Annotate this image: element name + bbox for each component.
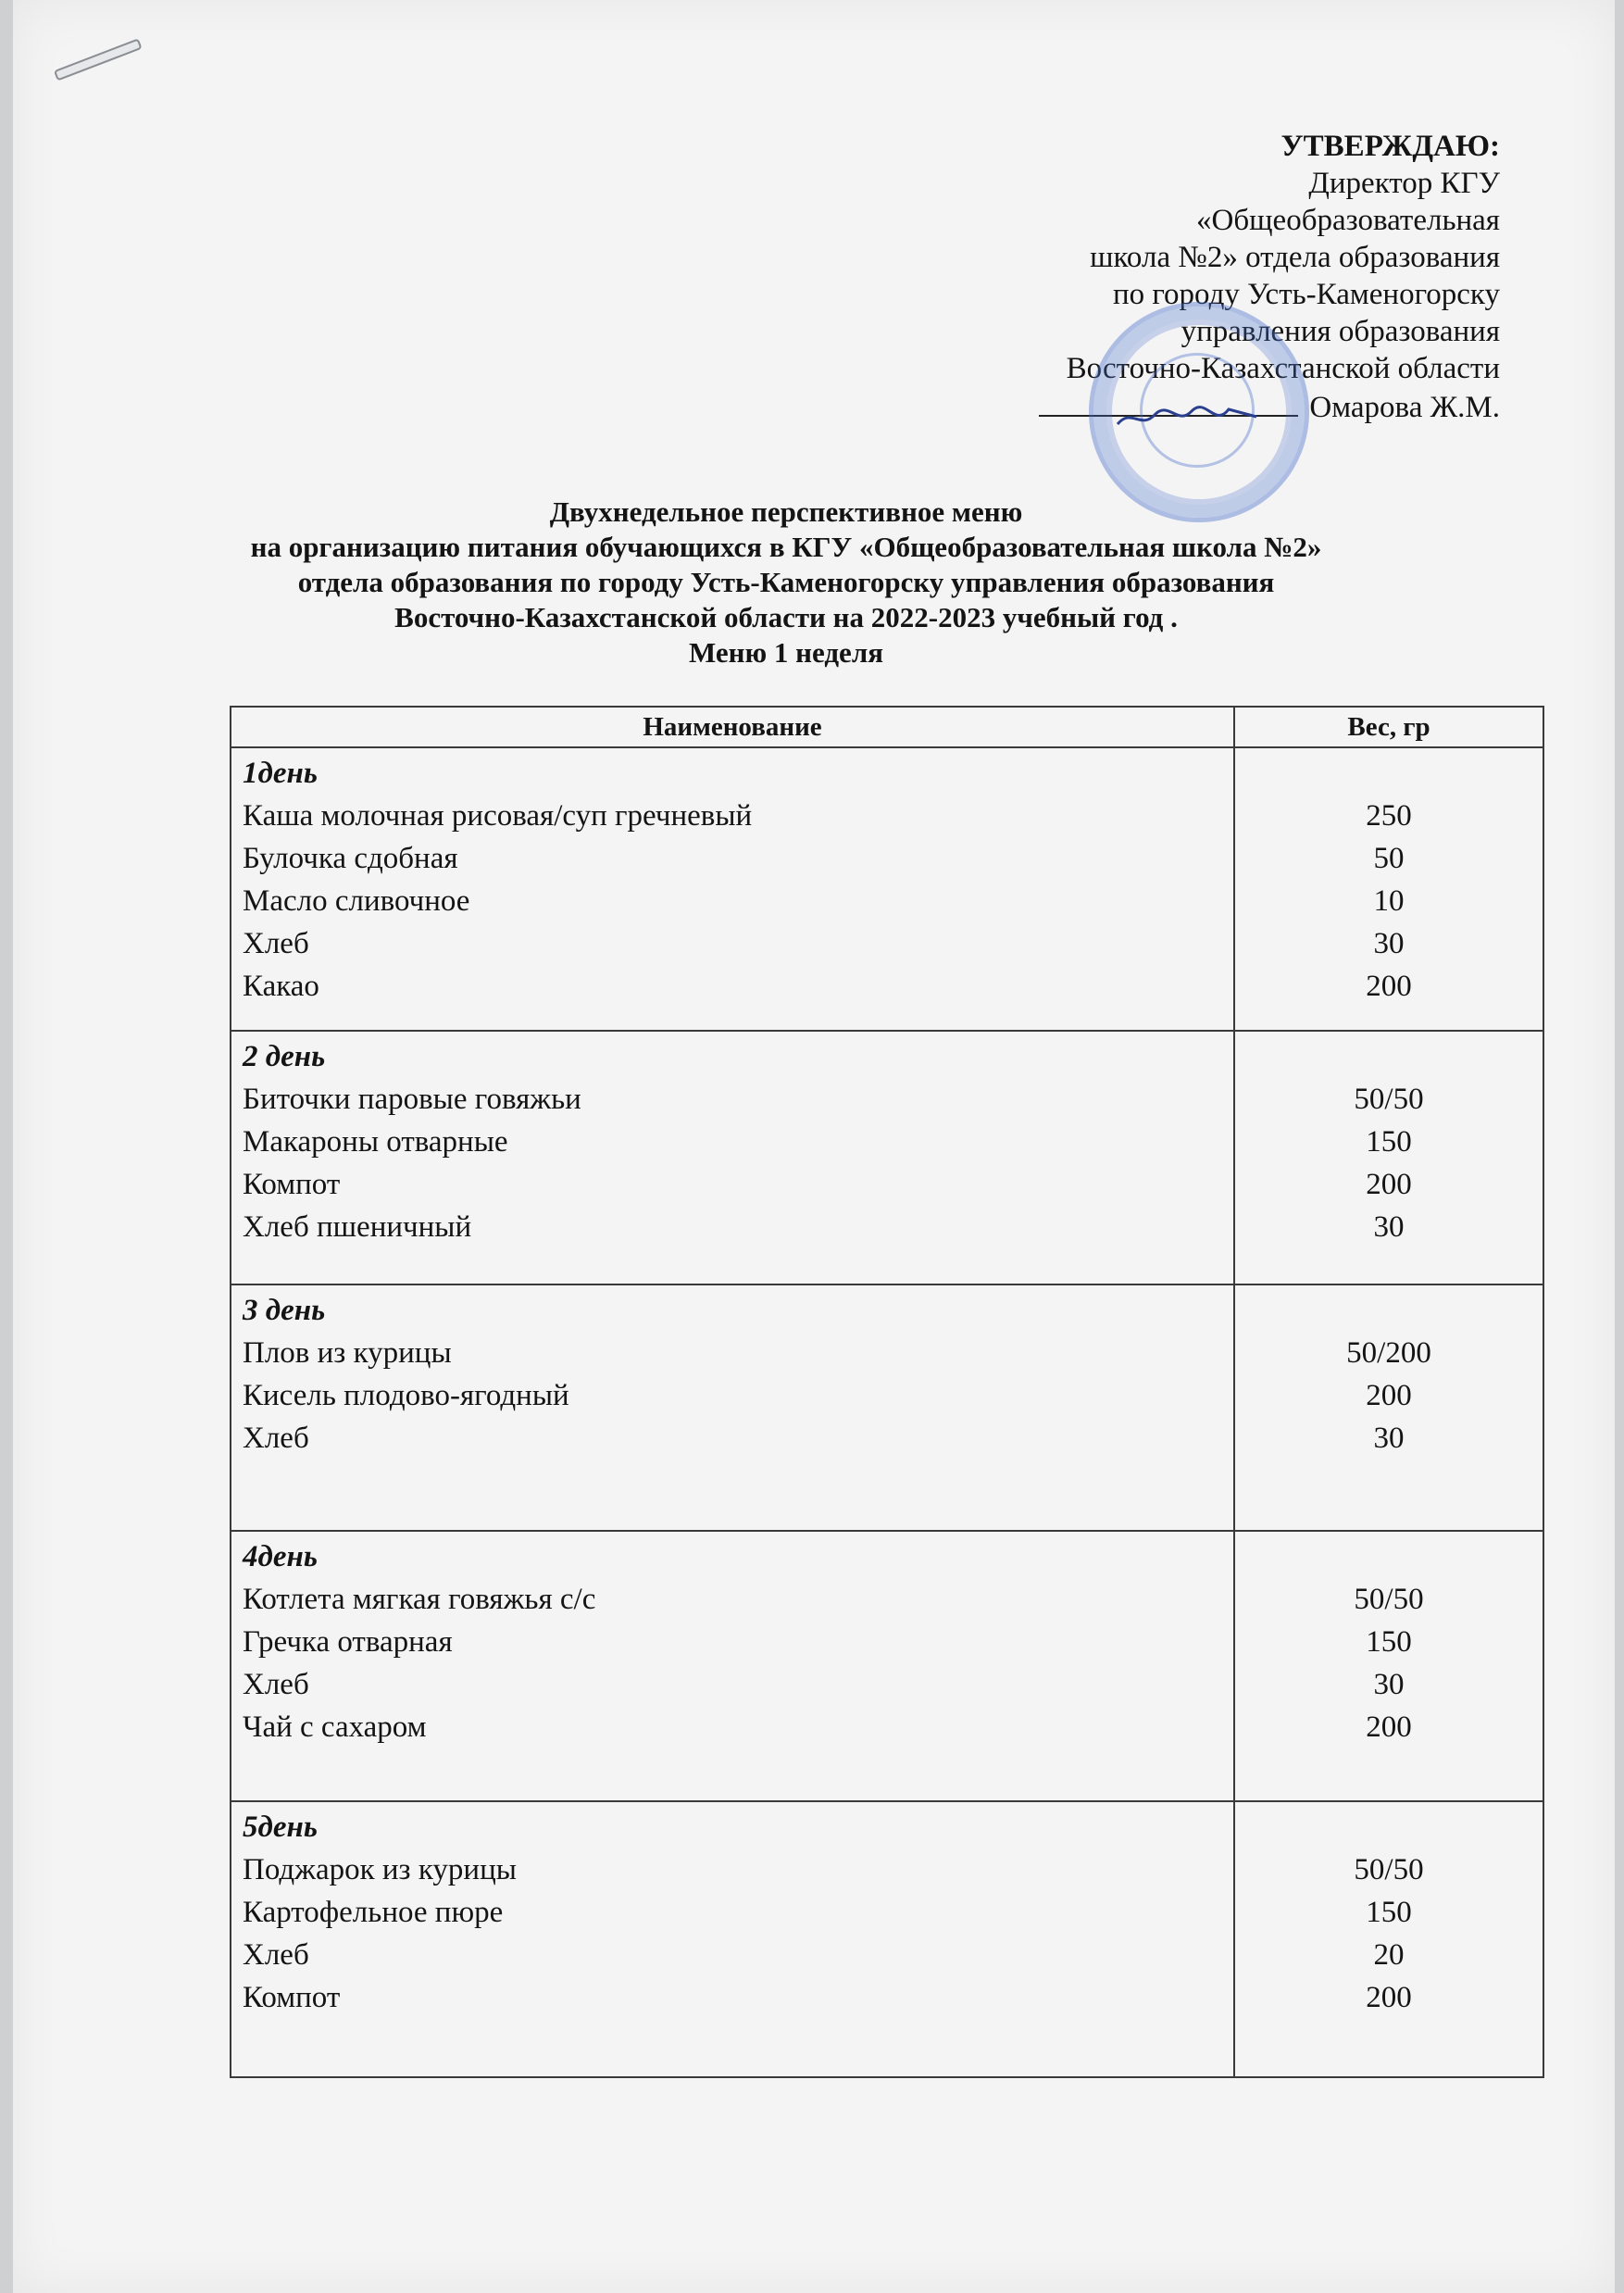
- approval-heading: УТВЕРЖДАЮ:: [1280, 130, 1500, 163]
- weights-list: [1246, 752, 1531, 1008]
- dish-weight: 50/50: [1354, 1083, 1424, 1116]
- dish-name: Макароны отварные: [243, 1125, 508, 1159]
- dish-name: Плов из курицы: [243, 1336, 452, 1370]
- table-row: [231, 1801, 1543, 2077]
- dish-weight: 200: [1366, 1379, 1412, 1412]
- dish-weight: 150: [1366, 1625, 1412, 1659]
- dish-weight: 50/200: [1346, 1336, 1431, 1370]
- day-label: 5день: [243, 1811, 318, 1844]
- header-weight: Вес, гр: [1234, 707, 1543, 747]
- table-row: [231, 1284, 1543, 1531]
- dish-weight: 30: [1373, 1210, 1405, 1244]
- dish-weight: 50/50: [1354, 1853, 1424, 1886]
- dish-name: Какао: [243, 970, 319, 1003]
- header-name: Наименование: [231, 707, 1234, 747]
- dish-weight: 30: [1373, 1422, 1405, 1455]
- dish-weight: 250: [1366, 799, 1412, 833]
- dish-name: Масло сливочное: [243, 884, 470, 918]
- title-line: на организацию питания обучающихся в КГУ «Общеобразовательная школа №2»: [250, 531, 1322, 563]
- dish-weight: 30: [1373, 1668, 1405, 1701]
- approval-line: по городу Усть-Каменогорску: [1112, 278, 1500, 311]
- dish-name: Компот: [243, 1168, 341, 1201]
- day-weights-cell: [1234, 1531, 1543, 1801]
- day-label: 2 день: [243, 1040, 326, 1073]
- dish-weight: 50/50: [1354, 1583, 1424, 1616]
- title-line: Меню 1 неделя: [689, 636, 883, 669]
- table-row: [231, 1531, 1543, 1801]
- dish-weight: 150: [1366, 1125, 1412, 1159]
- title-line: Двухнедельное перспективное меню: [549, 495, 1023, 528]
- dish-weight: 200: [1366, 1710, 1412, 1744]
- table-row: [231, 1031, 1543, 1284]
- dish-weight: 200: [1366, 970, 1412, 1003]
- day-weights-cell: [1234, 1031, 1543, 1284]
- dish-name: Поджарок из курицы: [243, 1853, 517, 1886]
- document-page: [13, 0, 1615, 2293]
- dish-name: Хлеб пшеничный: [243, 1210, 472, 1244]
- title-line: Восточно-Казахстанской области на 2022-2023 учебный год .: [394, 601, 1178, 633]
- dish-weight: 20: [1373, 1938, 1405, 1972]
- dish-weight: 200: [1366, 1168, 1412, 1201]
- day-items-cell: [231, 747, 1234, 1031]
- approval-line: Восточно-Казахстанской области: [1066, 352, 1500, 385]
- table-row: [231, 747, 1543, 1031]
- handwritten-signature: [1113, 398, 1261, 435]
- document-title: [170, 495, 1402, 670]
- dish-name: Котлета мягкая говяжья с/с: [243, 1583, 596, 1616]
- signatory-name: Омарова Ж.М.: [1309, 391, 1500, 424]
- dish-name: Гречка отварная: [243, 1625, 453, 1659]
- dish-weight: 10: [1373, 884, 1405, 918]
- weights-list: [1246, 1289, 1531, 1460]
- approval-line: Директор КГУ: [1308, 167, 1500, 200]
- day-weights-cell: [1234, 1801, 1543, 2077]
- menu-body: [231, 747, 1543, 2077]
- dish-name: Компот: [243, 1981, 341, 2014]
- dish-name: Хлеб: [243, 1422, 309, 1455]
- dish-weight: 150: [1366, 1896, 1412, 1929]
- approval-line: управления образования: [1181, 315, 1500, 348]
- day-items-cell: [231, 1531, 1234, 1801]
- day-items-cell: [231, 1031, 1234, 1284]
- dish-weight: 200: [1366, 1981, 1412, 2014]
- title-line: отдела образования по городу Усть-Каменогорску управления образования: [297, 566, 1275, 598]
- approval-line: школа №2» отдела образования: [1090, 241, 1500, 274]
- dish-name: Хлеб: [243, 1938, 309, 1972]
- day-label: 4день: [243, 1540, 318, 1573]
- table-header-row: [231, 707, 1543, 747]
- weights-list: [1246, 1535, 1531, 1748]
- dish-name: Хлеб: [243, 927, 309, 960]
- dish-name: Картофельное пюре: [243, 1896, 504, 1929]
- weights-list: [1246, 1806, 1531, 2019]
- day-weights-cell: [1234, 747, 1543, 1031]
- day-items-cell: [231, 1801, 1234, 2077]
- dish-name: Хлеб: [243, 1668, 309, 1701]
- weights-list: [1246, 1035, 1531, 1248]
- day-label: 3 день: [243, 1294, 326, 1327]
- dish-name: Биточки паровые говяжьи: [243, 1083, 581, 1116]
- staple: [54, 38, 143, 81]
- dish-name: Каша молочная рисовая/суп гречневый: [243, 799, 753, 833]
- dish-name: Чай с сахаром: [243, 1710, 427, 1744]
- approval-line: «Общеобразовательная: [1196, 204, 1500, 237]
- day-weights-cell: [1234, 1284, 1543, 1531]
- dish-name: Кисель плодово-ягодный: [243, 1379, 569, 1412]
- dish-weight: 30: [1373, 927, 1405, 960]
- day-label: 1день: [243, 757, 318, 790]
- dish-weight: 50: [1373, 842, 1405, 875]
- day-items-cell: [231, 1284, 1234, 1531]
- dish-name: Булочка сдобная: [243, 842, 458, 875]
- menu-table: [230, 706, 1544, 2078]
